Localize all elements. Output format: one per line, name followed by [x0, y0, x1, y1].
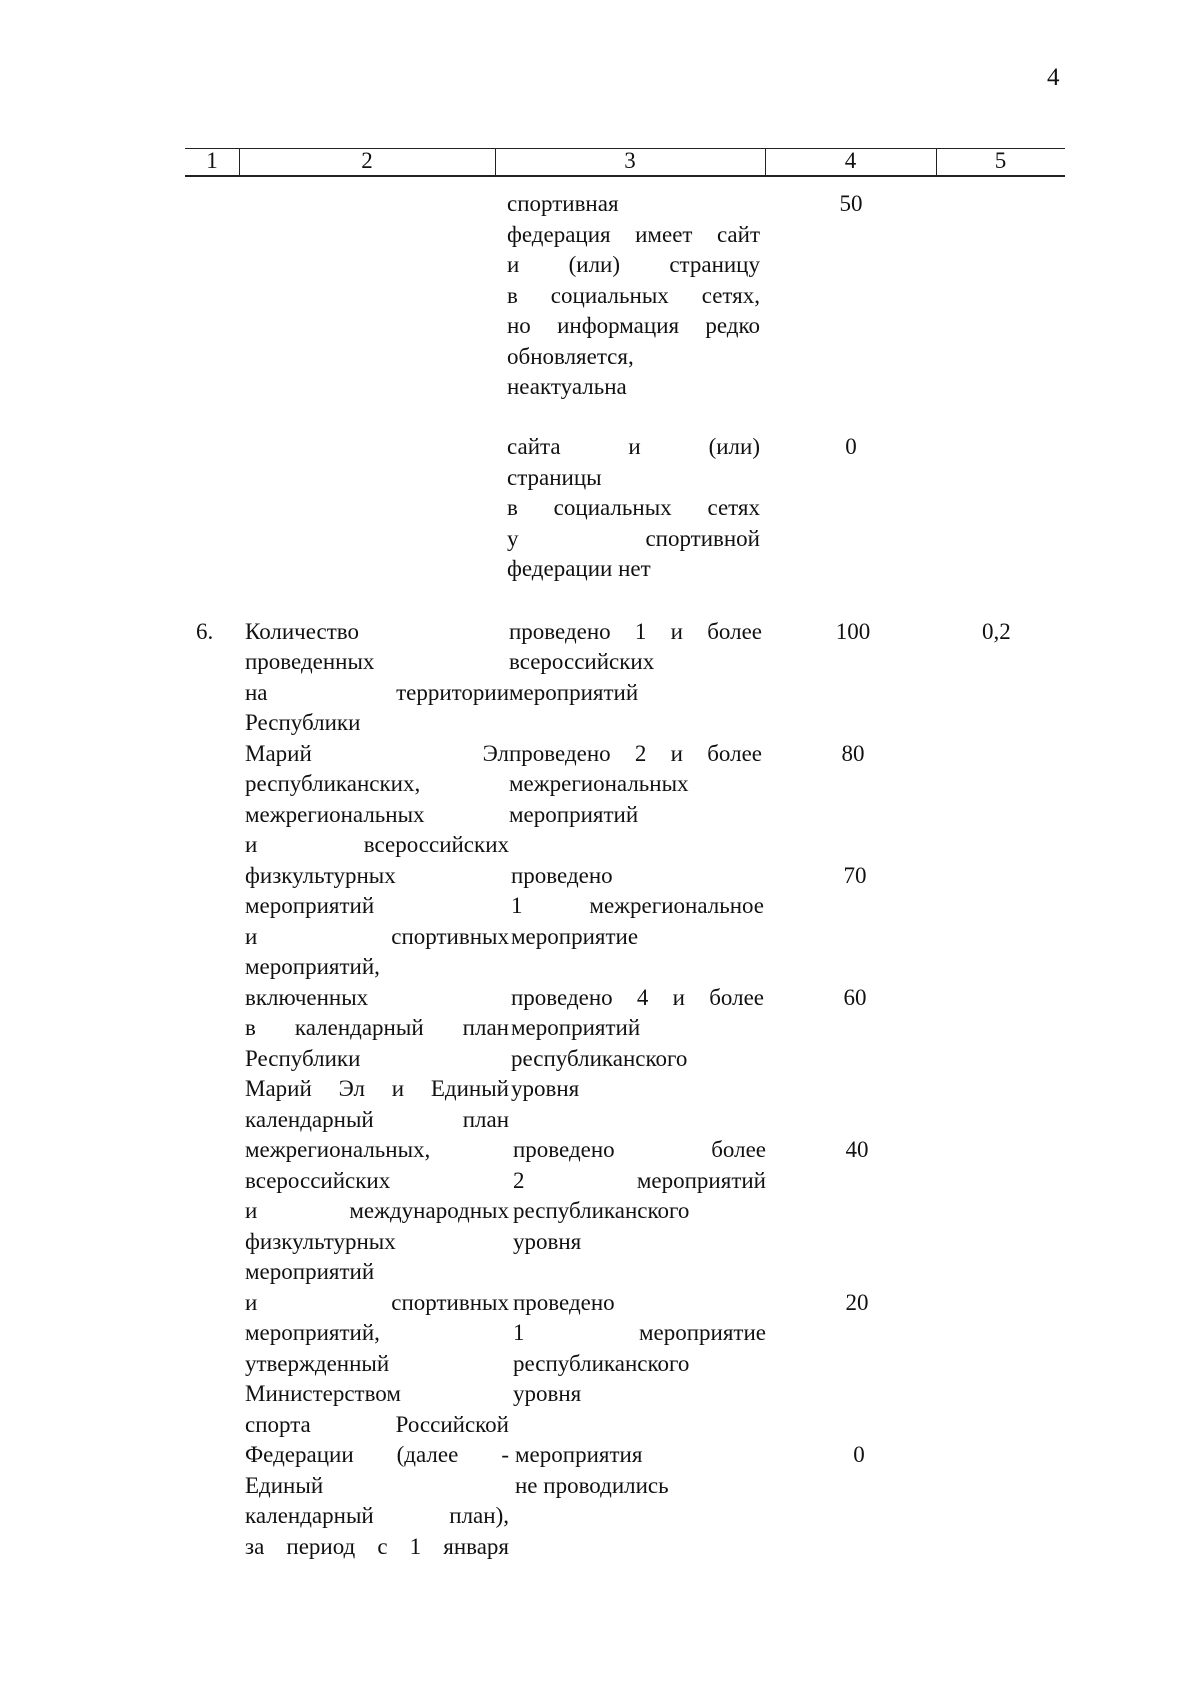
criterion-line: республиканского — [511, 1046, 688, 1071]
criterion-line: республиканского — [513, 1351, 690, 1376]
indicator-line: Федерации (далее - — [245, 1442, 509, 1467]
criterion-line: обновляется, — [507, 344, 634, 369]
indicator-line: Республики — [245, 1046, 361, 1071]
criterion-line: проведено 2 и более — [509, 741, 762, 766]
criterion-score: 0 — [853, 1442, 865, 1467]
criterion-score: 60 — [843, 985, 867, 1010]
criterion-line: мероприятие — [511, 924, 639, 949]
indicator-line: спорта Российской — [245, 1412, 509, 1437]
criterion-line: в социальных сетях — [507, 495, 760, 520]
criterion-line: проведено 1 и более — [509, 619, 762, 644]
criterion-line: проведено более — [513, 1137, 766, 1162]
indicator-line: Количество — [245, 619, 359, 644]
header-col-2: 2 — [361, 148, 373, 173]
indicator-line: и спортивных — [245, 1290, 509, 1315]
criterion-line: сайта и (или) — [507, 434, 760, 459]
indicator-line: включенных — [245, 985, 369, 1010]
criterion-line: мероприятий — [509, 802, 639, 827]
indicator-line: проведенных — [245, 649, 375, 674]
indicator-line: мероприятий, — [245, 954, 380, 979]
indicator-line: мероприятий — [245, 893, 375, 918]
criterion-line: проведено — [513, 1290, 615, 1315]
criterion-score: 70 — [843, 863, 867, 888]
indicator-line: республиканских, — [245, 771, 421, 796]
criterion-line: 2 мероприятий — [513, 1168, 766, 1193]
criterion-line: мероприятий — [511, 1015, 641, 1040]
criterion-line: республиканского — [513, 1198, 690, 1223]
indicator-line: и международных — [245, 1198, 509, 1223]
header-col-3: 3 — [624, 148, 636, 173]
indicator-line: в календарный план — [245, 1015, 509, 1040]
indicator-line: за период с 1 января — [245, 1534, 509, 1559]
criterion-line: в социальных сетях, — [507, 283, 760, 308]
criterion-line: федерация имеет сайт — [507, 222, 760, 247]
page-number: 4 — [1047, 64, 1060, 91]
criterion-line: у спортивной — [507, 526, 760, 551]
indicator-line: Республики — [245, 710, 361, 735]
criterion-line: страницы — [507, 465, 602, 490]
criterion-score: 50 — [839, 191, 863, 216]
indicator-line: физкультурных — [245, 863, 396, 888]
header-col-1: 1 — [206, 148, 218, 173]
criterion-line: федерации нет — [507, 556, 651, 581]
header-col-4: 4 — [844, 148, 857, 173]
indicator-line: Марий Эл — [245, 741, 509, 766]
criterion-line: мероприятий — [509, 680, 639, 705]
indicator-line: и спортивных — [245, 924, 509, 949]
criterion-line: уровня — [513, 1229, 582, 1254]
indicator-line: утвержденный — [245, 1351, 390, 1376]
criterion-line: спортивная — [507, 191, 619, 216]
indicator-line: мероприятий — [245, 1259, 375, 1284]
criterion-line: 1 межрегиональное — [511, 893, 764, 918]
row-weight: 0,2 — [982, 619, 1011, 644]
indicator-line: всероссийских — [245, 1168, 391, 1193]
indicator-line: мероприятий, — [245, 1320, 380, 1345]
criterion-line: 1 мероприятие — [513, 1320, 766, 1345]
indicator-line: Марий Эл и Единый — [245, 1076, 509, 1101]
criterion-line: мероприятия — [515, 1442, 643, 1467]
indicator-line: и всероссийских — [245, 832, 509, 857]
indicator-line: межрегиональных — [245, 802, 425, 827]
criterion-score: 20 — [845, 1290, 869, 1315]
criterion-score: 100 — [835, 619, 871, 644]
criterion-line: межрегиональных — [509, 771, 689, 796]
criterion-line: уровня — [513, 1381, 582, 1406]
indicator-line: календарный план), — [245, 1503, 509, 1528]
criterion-line: проведено — [511, 863, 613, 888]
criterion-line: уровня — [511, 1076, 580, 1101]
criterion-line: не проводились — [515, 1473, 669, 1498]
indicator-line: календарный план — [245, 1107, 509, 1132]
indicator-line: межрегиональных, — [245, 1137, 431, 1162]
criterion-line: и (или) страницу — [507, 252, 760, 277]
indicator-line: Министерством — [245, 1381, 401, 1406]
criterion-score: 0 — [845, 434, 857, 459]
header-bottom-rule — [185, 175, 1065, 177]
criterion-line: но информация редко — [507, 313, 760, 338]
criterion-line: неактуальна — [507, 374, 627, 399]
header-col-5: 5 — [994, 148, 1007, 173]
criterion-line: проведено 4 и более — [511, 985, 764, 1010]
criterion-score: 40 — [845, 1137, 869, 1162]
row-number: 6. — [196, 619, 214, 644]
criterion-line: всероссийских — [509, 649, 655, 674]
indicator-line: Единый — [245, 1473, 324, 1498]
criterion-score: 80 — [841, 741, 865, 766]
indicator-line: на территории — [245, 680, 509, 705]
indicator-line: физкультурных — [245, 1229, 396, 1254]
